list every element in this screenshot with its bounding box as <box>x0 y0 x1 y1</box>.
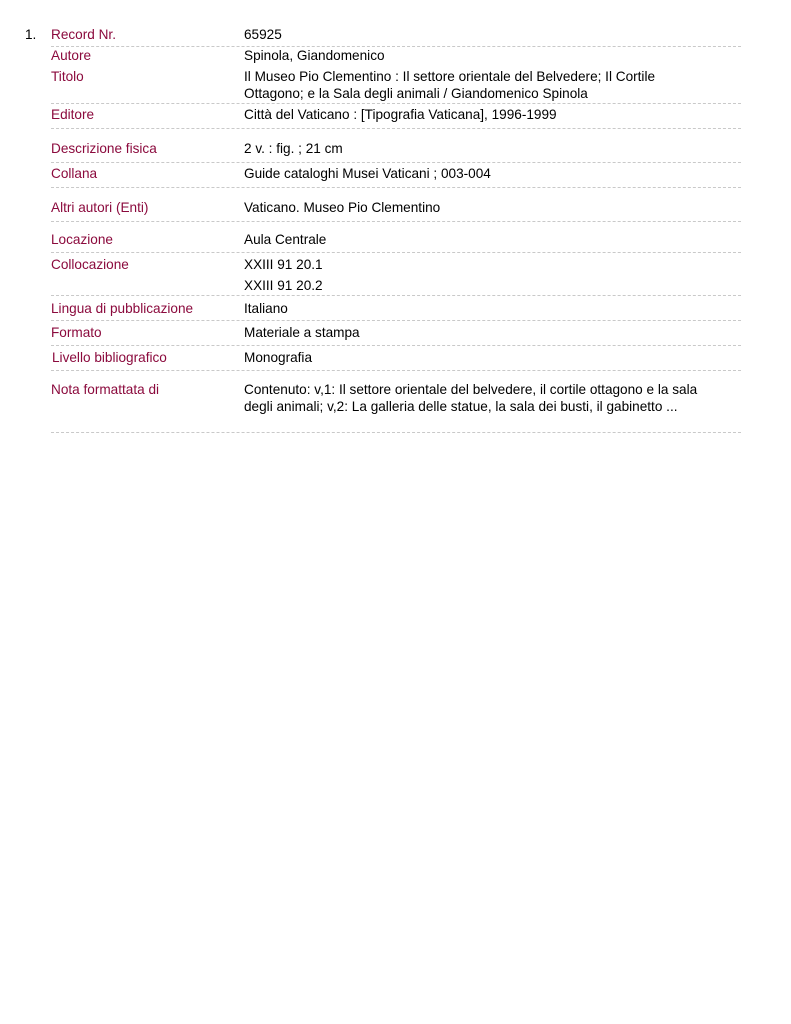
field-label: Nota formattata di <box>51 382 160 397</box>
field-value <box>244 300 714 317</box>
field-value <box>244 26 714 43</box>
field-collocazione <box>51 253 741 296</box>
field-value <box>244 381 699 415</box>
field-label: Autore <box>51 48 92 63</box>
field-value <box>244 106 714 123</box>
field-titolo <box>51 68 741 104</box>
field-descrizione-fisica <box>51 129 741 163</box>
field-value <box>244 349 714 366</box>
field-value-line: 65925 <box>244 27 282 42</box>
field-editore <box>51 104 741 129</box>
field-value <box>244 140 714 157</box>
field-label: Titolo <box>51 69 84 84</box>
field-label: Record Nr. <box>51 27 116 42</box>
field-value-line: Il Museo Pio Clementino : Il settore orientale del Belvedere; Il Cortile Ottagono; e la Sala degli animali / Giandomenico Spinola <box>244 69 656 101</box>
field-value-line: Aula Centrale <box>244 232 327 247</box>
field-locazione <box>51 222 741 253</box>
field-value-line: Guide cataloghi Musei Vaticani ; 003-004 <box>244 166 491 181</box>
record-index: 1. <box>25 27 37 42</box>
field-label: Descrizione fisica <box>51 141 157 156</box>
field-value-line: XXIII 91 20.1 <box>244 257 323 272</box>
field-label: Altri autori (Enti) <box>51 200 149 215</box>
field-value <box>244 199 714 216</box>
field-value-line: Città del Vaticano : [Tipografia Vaticana], 1996-1999 <box>244 107 557 122</box>
field-livello-bibliografico <box>51 346 741 371</box>
field-value <box>244 324 714 341</box>
field-label: Collocazione <box>51 257 129 272</box>
field-lingua <box>51 296 741 321</box>
field-value-line: Contenuto: v,1: Il settore orientale del belvedere, il cortile ottagono e la sala degli animali; v,2: La galleria delle statue, la sala dei busti, il gabinetto ... <box>244 382 698 414</box>
field-collana <box>51 163 741 188</box>
field-label: Livello bibliografico <box>52 350 167 365</box>
field-value-line: Italiano <box>244 301 288 316</box>
field-value-line: Materiale a stampa <box>244 325 360 340</box>
field-value-line: Spinola, Giandomenico <box>244 48 385 63</box>
field-value <box>244 256 714 294</box>
field-autore <box>51 47 741 68</box>
field-value-line: Vaticano. Museo Pio Clementino <box>244 200 441 215</box>
field-label: Collana <box>51 166 98 181</box>
field-value <box>244 68 694 102</box>
field-altri-autori <box>51 188 741 222</box>
field-value <box>244 165 714 182</box>
field-value <box>244 47 714 64</box>
field-label: Formato <box>51 325 102 340</box>
field-label: Editore <box>51 107 95 122</box>
field-value <box>244 231 714 248</box>
field-value-line: Monografia <box>244 350 313 365</box>
field-nota-formattata <box>51 371 741 433</box>
field-label: Locazione <box>51 232 113 247</box>
field-formato <box>51 321 741 346</box>
field-value-line: 2 v. : fig. ; 21 cm <box>244 141 343 156</box>
field-value-line: XXIII 91 20.2 <box>244 278 323 293</box>
field-record-nr <box>51 26 741 47</box>
catalog-record <box>51 26 741 433</box>
field-label: Lingua di pubblicazione <box>51 301 194 316</box>
